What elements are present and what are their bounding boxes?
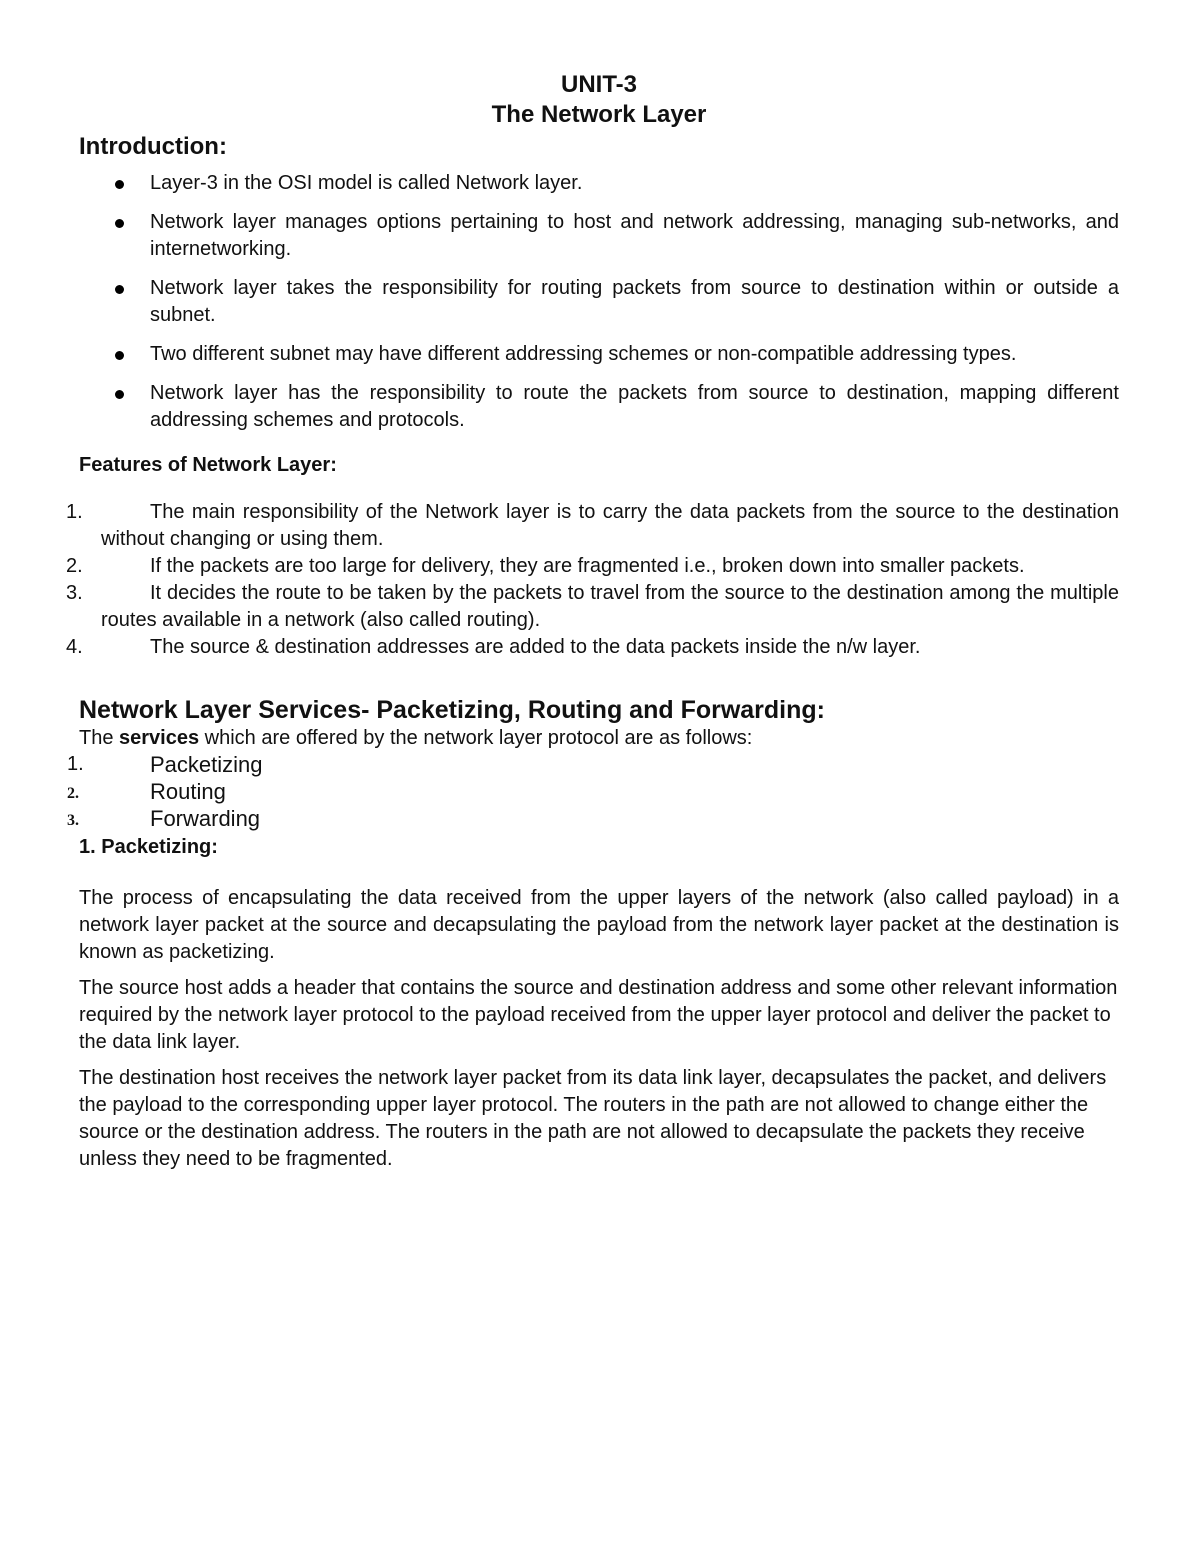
list-item: 1. Packetizing [67,752,263,777]
services-heading: Network Layer Services- Packetizing, Routing and Forwarding: [79,696,825,724]
packetizing-paragraph: The process of encapsulating the data received from the upper layers of the network (also called payload) in a network layer packet at the source and decapsulating the payload from the network layer packet at the destination is known as packetizing. [79,887,1119,963]
bullet-icon [115,285,124,294]
list-number: 3. [66,582,83,604]
list-number: 4. [66,636,83,658]
bullet-icon [115,351,124,360]
list-item: 4. The source & destination addresses are added to the data packets inside the n/w layer. [79,634,1119,661]
list-item: Network layer manages options pertaining to host and network addressing, managing sub-networks, and internetworking. [79,209,1119,263]
list-item: Network layer takes the responsibility for routing packets from source to destination within or outside a subnet. [79,275,1119,329]
bullet-icon [115,219,124,228]
services-intro: The services which are offered by the network layer protocol are as follows: [79,727,753,749]
document-title: The Network Layer [491,101,707,128]
list-number: 1. [67,753,84,775]
packetizing-heading: 1. Packetizing: [79,836,218,858]
packetizing-paragraph: The destination host receives the network layer packet from its data link layer, decapsulates the packet, and delivers the payload to the corresponding upper layer protocol. The routers in the path are not allowed to change either the source or the destination address. The routers in the path are not allowed to decapsulate the packets they receive unless they need to be fragmented. [79,1067,1107,1170]
bullet-icon [115,390,124,399]
list-number: 1. [66,501,83,523]
list-item: 1. The main responsibility of the Network layer is to carry the data packets from the source to the destination without changing or using them. [66,501,1119,550]
unit-title: UNIT-3 [560,71,637,98]
features-list [66,499,1119,661]
services-list [67,751,1119,832]
list-item: 3. Forwarding [79,805,1119,832]
list-number: 3. [67,812,79,829]
list-item: 2. Routing [79,778,1119,805]
list-item: Two different subnet may have different addressing schemes or non-compatible addressing types. [79,341,1119,368]
list-item: 3. It decides the route to be taken by the packets to travel from the source to the destination among the multiple routes available in a network (also called routing). [66,582,1119,631]
list-item: Network layer has the responsibility to route the packets from source to destination, mapping different addressing schemes and protocols. [79,380,1119,434]
packetizing-paragraph: The source host adds a header that contains the source and destination address and some other relevant information required by the network layer protocol to the payload received from the upper layer protocol and deliver the packet to the data link layer. [79,977,1118,1053]
features-heading: Features of Network Layer: [79,454,337,476]
services-bold-word: services [119,727,200,749]
document-page [66,70,1119,1182]
list-number: 2. [66,555,83,577]
list-item: 2. If the packets are too large for delivery, they are fragmented i.e., broken down into smaller packets. [79,553,1119,580]
list-number: 2. [67,785,79,802]
list-item: Layer-3 in the OSI model is called Network layer. [79,170,1119,197]
introduction-bullet-list [79,170,1119,434]
bullet-icon [115,180,124,189]
introduction-heading: Introduction: [79,133,227,160]
